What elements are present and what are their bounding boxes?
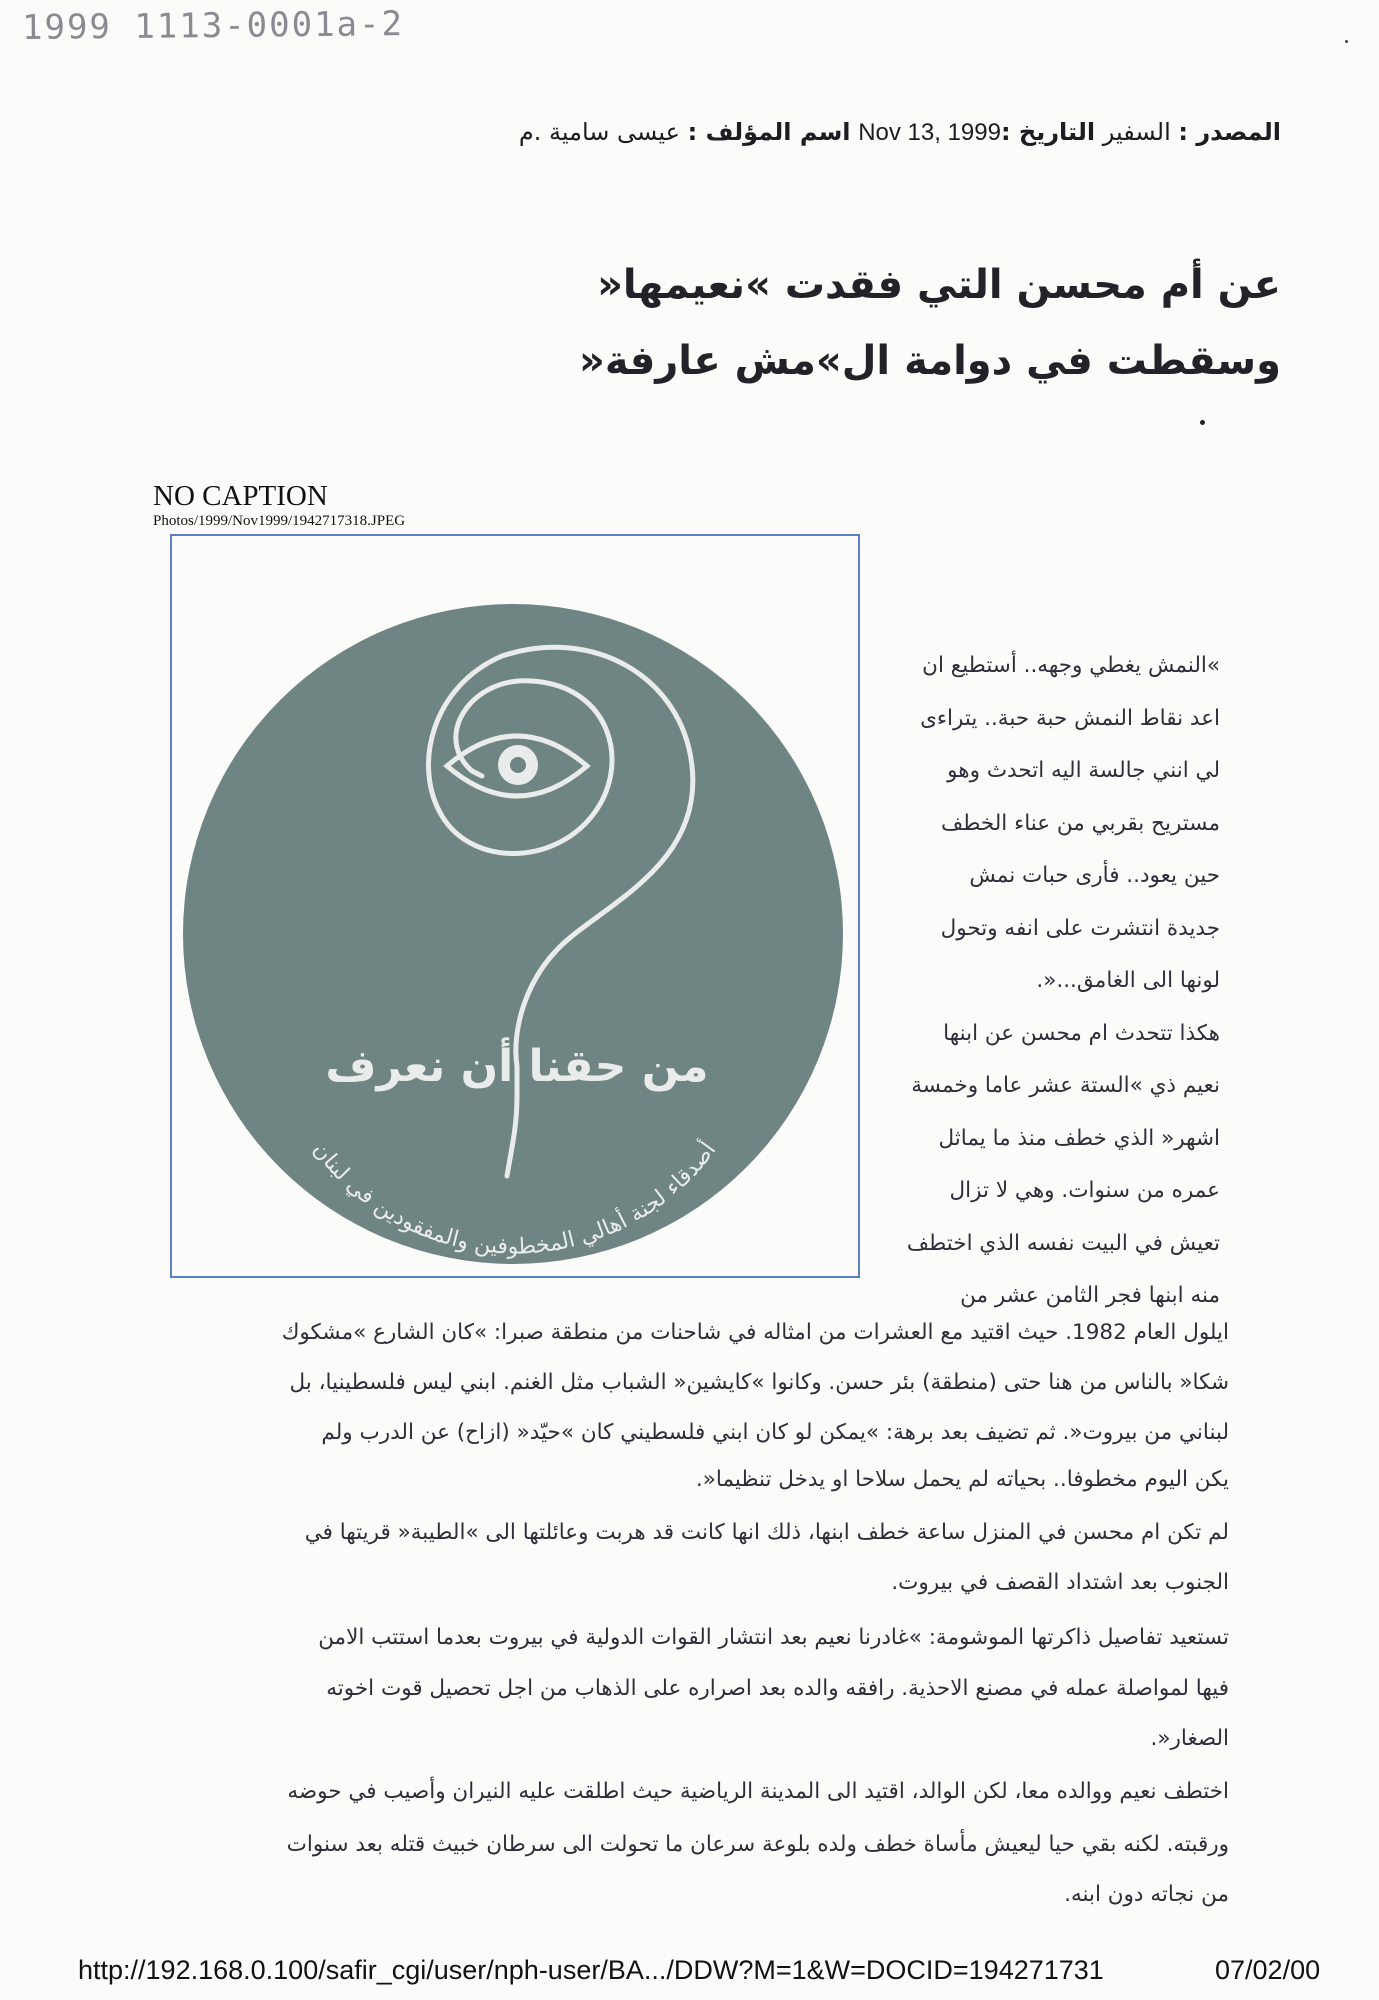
photo-frame (170, 534, 860, 1278)
stray-dot (1200, 420, 1205, 425)
article-line: ورقبته. لكنه بقي حيا ليعيش مأساة خطف ولده بلوعة سرعان ما تحولت الى سرطان خبيث قتله بعد سنوات (286, 1832, 1229, 1857)
article-line: فيها لمواصلة عمله في مصنع الاحذية. رافقه والده بعد اصراره على الذهاب من اجل تحصيل قوت اخوته (326, 1676, 1229, 1701)
headline-line-1: عن أم محسن التي فقدت »نعيمها« (597, 262, 1281, 308)
article-line: لي انني جالسة اليه اتحدث وهو (947, 758, 1220, 783)
article-line: الصغار«. (1150, 1726, 1229, 1751)
photo-path: Photos/1999/Nov1999/1942717318.JPEG (153, 513, 406, 529)
article-column (870, 640, 1220, 1323)
article-line: من نجاته دون ابنه. (1064, 1882, 1229, 1907)
article-line: جديدة انتشرت على انفه وتحول (940, 915, 1220, 941)
article-line: لبناني من بيروت«. ثم تضيف بعد برهة: »يمكن لو كان ابني فلسطيني كان »حيّد« (ازاح) عن الدرب ولم (321, 1420, 1229, 1445)
logo-disc (183, 604, 843, 1264)
metadata-line (519, 118, 1281, 147)
article-line: مستريح بقربي من عناء الخطف (940, 810, 1220, 836)
article-line: لونها الى الغامق...«. (1036, 968, 1220, 993)
source-value: السفير (1102, 118, 1171, 146)
logo-image (172, 536, 858, 1276)
article-line: يكن اليوم مخطوفا.. بحياته لم يحمل سلاحا او يدخل تنظيما«. (695, 1467, 1229, 1492)
article-line: »النمش يغطي وجهه.. أستطيع ان (922, 653, 1220, 678)
article-line: لم تكن ام محسن في المنزل ساعة خطف ابنها، ذلك انها كانت قد هربت وعائلتها الى »الطيبة« قريتها في (304, 1520, 1229, 1545)
article-line: هكذا تتحدث ام محسن عن ابنها (943, 1020, 1220, 1046)
speck-mark (1345, 40, 1348, 43)
article-line: نعيم ذي »الستة عشر عاما وخمسة (911, 1073, 1220, 1098)
article-line: حين يعود.. فأرى حبات نمش (969, 863, 1220, 888)
date-label: التاريخ : (1000, 118, 1096, 146)
headline-line-2: وسقطت في دوامة ال»مش عارفة« (578, 338, 1281, 384)
date-value: Nov 13, 1999 (858, 119, 1001, 146)
author-value: عيسى سامية .م (518, 118, 680, 146)
logo-main-text: من حقنا أن نعرف (325, 1041, 709, 1092)
photo-caption: NO CAPTION (153, 480, 328, 512)
handwritten-archive-note: 1999 1113-0001a-2 (21, 4, 405, 48)
article-line: ايلول العام 1982. حيث اقتيد مع العشرات من امثاله في شاحنات من منطقة صبرا: »كان الشارع »مشكوك (281, 1320, 1229, 1345)
article-line: اشهر« الذي خطف منذ ما يماثل (938, 1125, 1220, 1151)
article-line: اختطف نعيم ووالده معا، لكن الوالد، اقتيد الى المدينة الرياضية حيث اطلقت عليه النيران وأصيب في حوضه (287, 1779, 1229, 1804)
logo-arc-text: أصدقاء لجنة أهالي المخطوفين والمفقودين في لبنان (307, 1137, 722, 1260)
article-line: الجنوب بعد اشتداد القصف في بيروت. (891, 1570, 1229, 1595)
footer-url: http://192.168.0.100/safir_cgi/user/nph-user/BA.../DDW?M=1&W=DOCID=194271731 (78, 1955, 1104, 1985)
article-line: منه ابنها فجر الثامن عشر من (960, 1283, 1220, 1308)
article-line: عمره من سنوات. وهي لا تزال (949, 1178, 1220, 1203)
author-label: اسم المؤلف : (687, 118, 851, 146)
source-label: المصدر : (1178, 118, 1281, 146)
article-line: تعيش في البيت نفسه الذي اختطف (906, 1230, 1220, 1256)
article-line: اعد نقاط النمش حبة حبة.. يتراءى (920, 705, 1220, 731)
footer-date: 07/02/00 (1215, 1955, 1321, 1985)
article-line: شكا« بالناس من هنا حتى (منطقة) بئر حسن. وكانوا »كايشين« الشباب مثل الغنم. ابني ليس فلسطينيا، بل (289, 1370, 1229, 1395)
article-line: تستعيد تفاصيل ذاكرتها الموشومة: »غادرنا نعيم بعد انتشار القوات الدولية في بيروت بعدما استتب الامن (318, 1625, 1229, 1650)
